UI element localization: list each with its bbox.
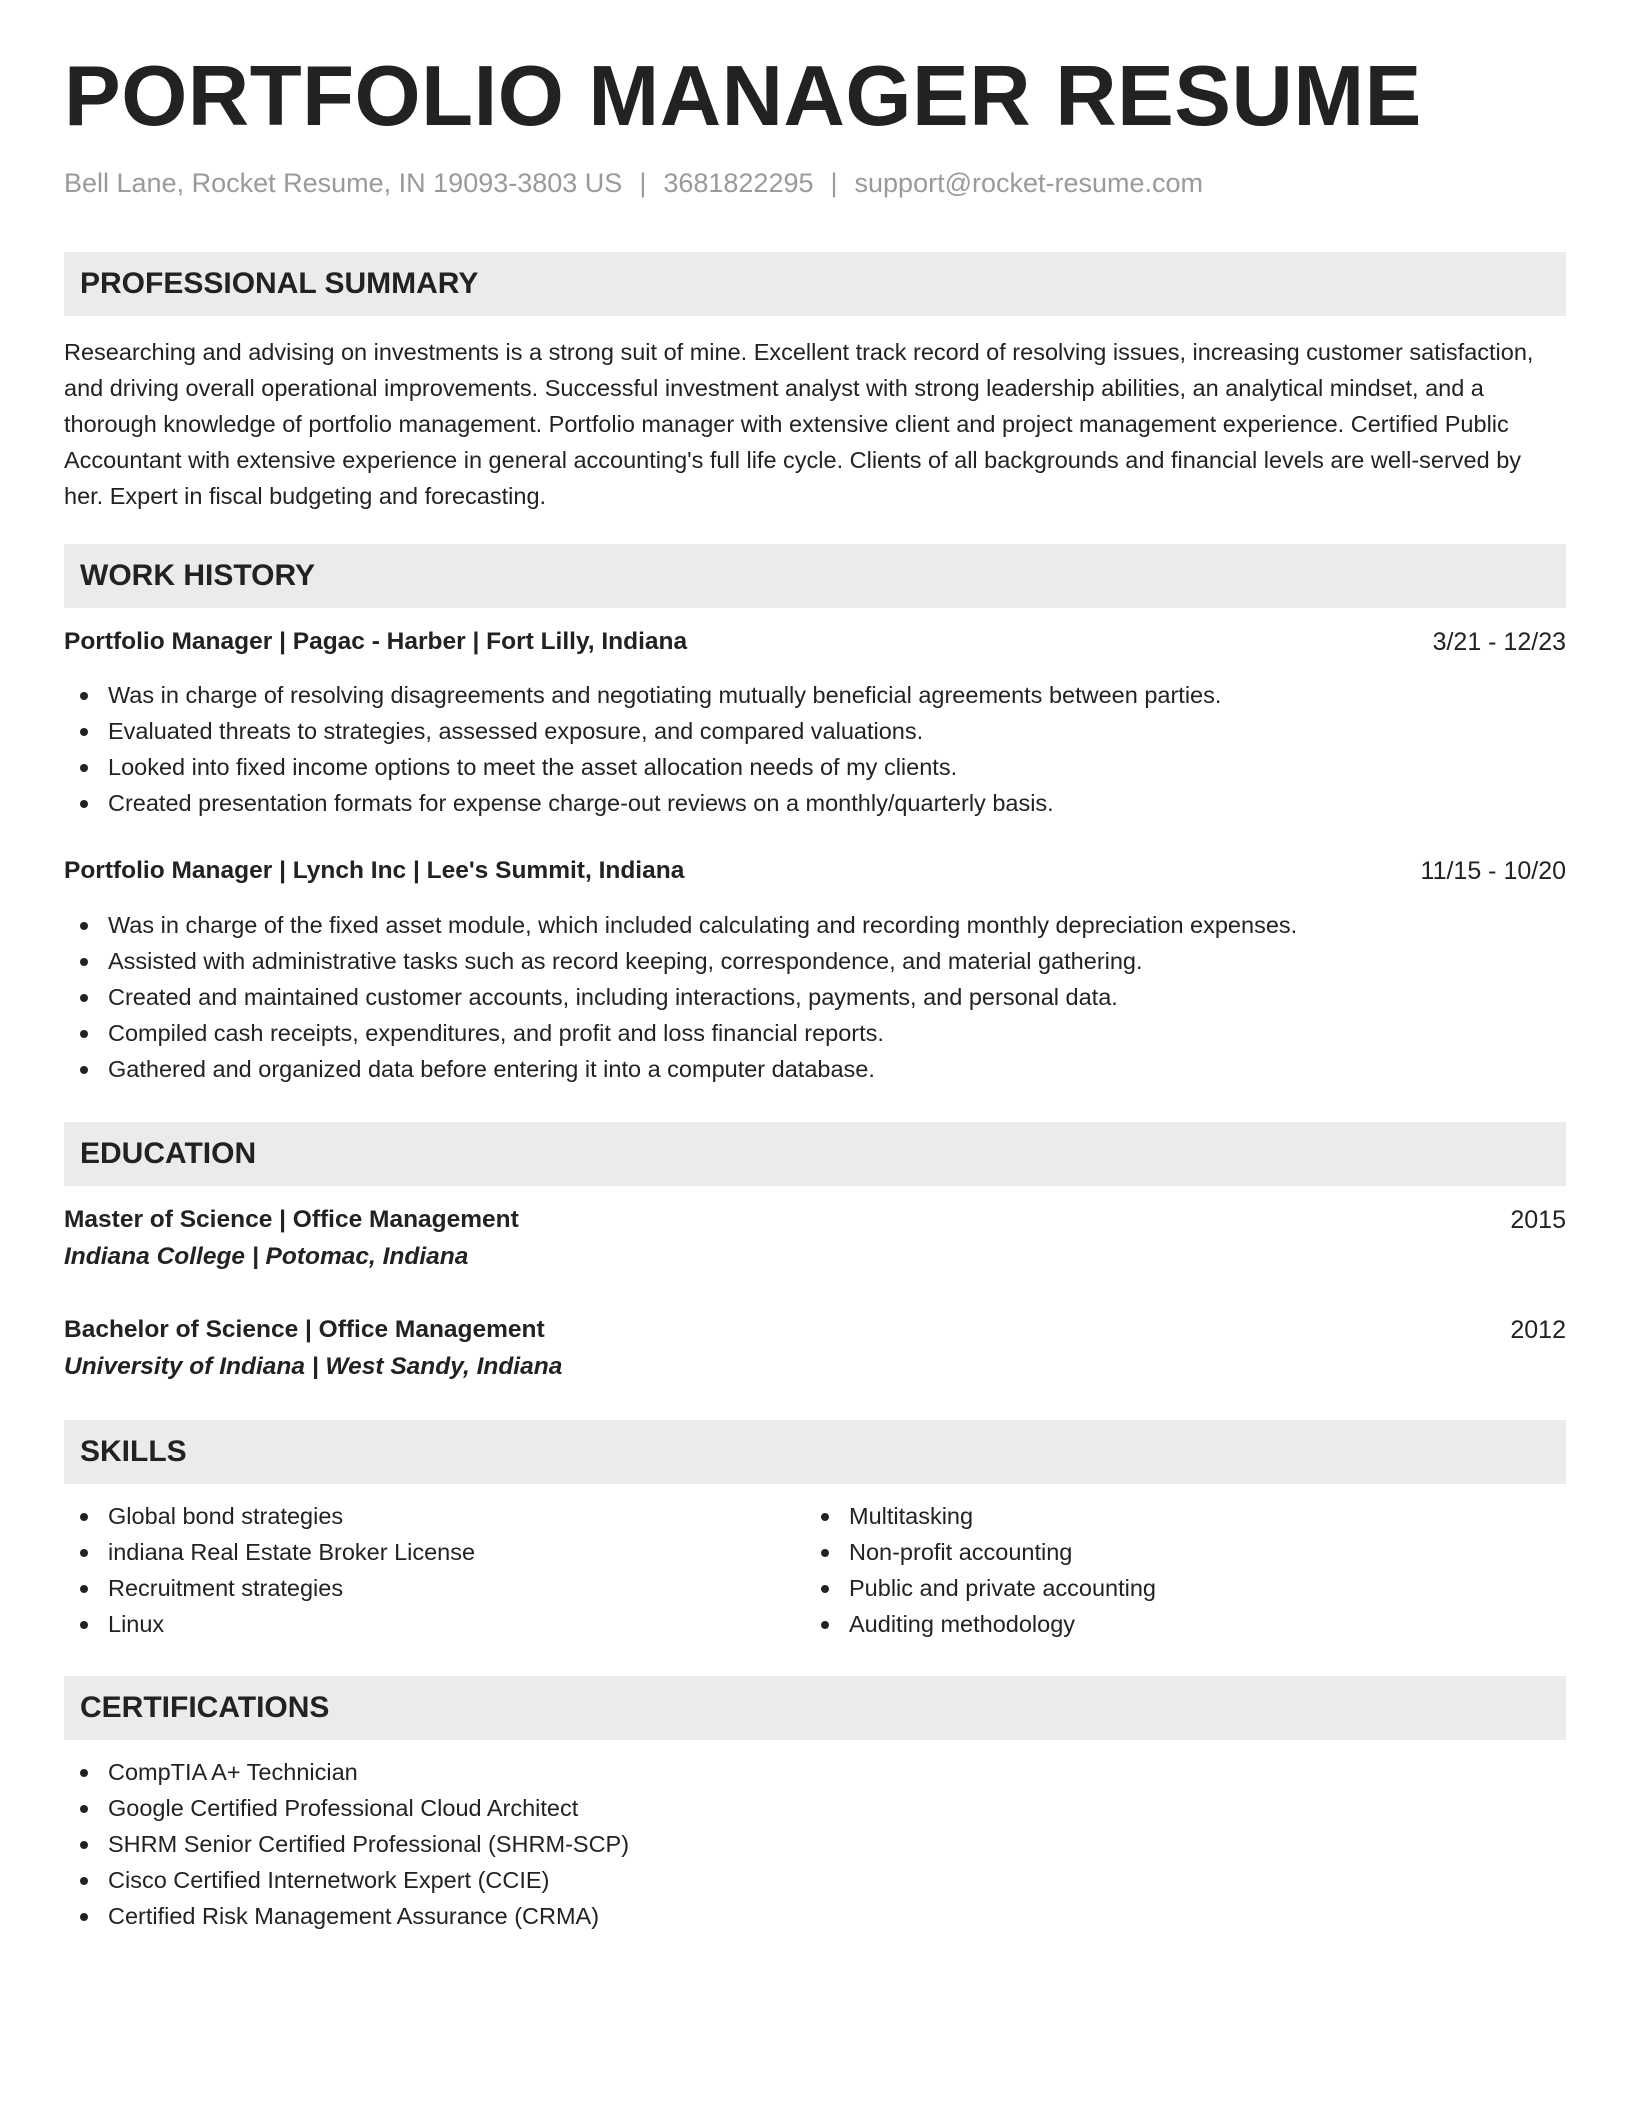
- certifications-section-header: [64, 1676, 1566, 1740]
- list-item: Certified Risk Management Assurance (CRMA): [64, 1898, 629, 1934]
- contact-line: [64, 168, 1203, 199]
- list-item: Auditing methodology: [805, 1606, 1156, 1642]
- education-school: Indiana College | Potomac, Indiana: [64, 1243, 469, 1270]
- skills-heading: SKILLS: [80, 1435, 187, 1468]
- job-bullets: [64, 677, 1221, 821]
- list-item: Cisco Certified Internetwork Expert (CCIE): [64, 1862, 629, 1898]
- list-item: Multitasking: [805, 1498, 1156, 1534]
- summary-section-header: [64, 252, 1566, 316]
- summary-text: Researching and advising on investments is a strong suit of mine. Excellent track record of resolving issues, increasing customer satisfaction, and driving overall operational improvements. Successful investment analyst with strong leadership abilities, an analytical mindset, and a thorough knowledge of portfolio management. Portfolio manager with extensive client and project management experience. Certified Public Accountant with extensive experience in general accounting's full life cycle. Clients of all backgrounds and financial levels are well-served by her. Expert in fiscal budgeting and forecasting.: [64, 339, 1534, 509]
- job-bullets: [64, 907, 1297, 1087]
- contact-email: support@rocket-resume.com: [854, 168, 1204, 198]
- certifications-list: [64, 1754, 629, 1934]
- education-entry: [64, 1206, 1566, 1278]
- list-item: Public and private accounting: [805, 1570, 1156, 1606]
- list-item: Looked into fixed income options to meet the asset allocation needs of my clients.: [64, 749, 1221, 785]
- contact-separator: |: [830, 168, 838, 198]
- list-item: Evaluated threats to strategies, assessed exposure, and compared valuations.: [64, 713, 1221, 749]
- contact-separator: |: [639, 168, 647, 198]
- contact-phone: 3681822295: [663, 168, 814, 198]
- skills-list-right: [805, 1498, 1156, 1642]
- list-item: Compiled cash receipts, expenditures, and profit and loss financial reports.: [64, 1015, 1297, 1051]
- education-year: 2012: [1510, 1316, 1566, 1344]
- work-section-header: [64, 544, 1566, 608]
- job-title: Portfolio Manager | Lynch Inc | Lee's Summit, Indiana: [64, 857, 685, 884]
- job-dates: 3/21 - 12/23: [1432, 628, 1566, 656]
- contact-address: Bell Lane, Rocket Resume, IN 19093-3803 US: [64, 168, 623, 198]
- page-title: PORTFOLIO MANAGER RESUME: [64, 49, 1422, 144]
- skills-section-header: [64, 1420, 1566, 1484]
- list-item: Google Certified Professional Cloud Architect: [64, 1790, 629, 1826]
- education-heading: EDUCATION: [80, 1137, 257, 1170]
- education-year: 2015: [1510, 1206, 1566, 1234]
- summary-heading: PROFESSIONAL SUMMARY: [80, 267, 479, 300]
- list-item: CompTIA A+ Technician: [64, 1754, 629, 1790]
- education-degree: Bachelor of Science | Office Management: [64, 1316, 545, 1343]
- list-item: Was in charge of the fixed asset module, which included calculating and recording monthly depreciation expenses.: [64, 907, 1297, 943]
- list-item: indiana Real Estate Broker License: [64, 1534, 475, 1570]
- education-section-header: [64, 1122, 1566, 1186]
- education-entry: [64, 1316, 1566, 1388]
- skills-list-left: [64, 1498, 475, 1642]
- list-item: Non-profit accounting: [805, 1534, 1156, 1570]
- list-item: Global bond strategies: [64, 1498, 475, 1534]
- job-dates: 11/15 - 10/20: [1420, 857, 1566, 885]
- job-title: Portfolio Manager | Pagac - Harber | Fort Lilly, Indiana: [64, 628, 688, 655]
- list-item: Assisted with administrative tasks such as record keeping, correspondence, and material gathering.: [64, 943, 1297, 979]
- education-degree: Master of Science | Office Management: [64, 1206, 519, 1233]
- list-item: Gathered and organized data before entering it into a computer database.: [64, 1051, 1297, 1087]
- education-school: University of Indiana | West Sandy, Indiana: [64, 1353, 563, 1380]
- job-header: [64, 628, 1566, 660]
- list-item: SHRM Senior Certified Professional (SHRM-SCP): [64, 1826, 629, 1862]
- list-item: Created and maintained customer accounts, including interactions, payments, and personal data.: [64, 979, 1297, 1015]
- list-item: Linux: [64, 1606, 475, 1642]
- list-item: Created presentation formats for expense charge-out reviews on a monthly/quarterly basis.: [64, 785, 1221, 821]
- work-heading: WORK HISTORY: [80, 559, 316, 592]
- list-item: Was in charge of resolving disagreements and negotiating mutually beneficial agreements between parties.: [64, 677, 1221, 713]
- list-item: Recruitment strategies: [64, 1570, 475, 1606]
- certifications-heading: CERTIFICATIONS: [80, 1691, 330, 1724]
- job-header: [64, 857, 1566, 889]
